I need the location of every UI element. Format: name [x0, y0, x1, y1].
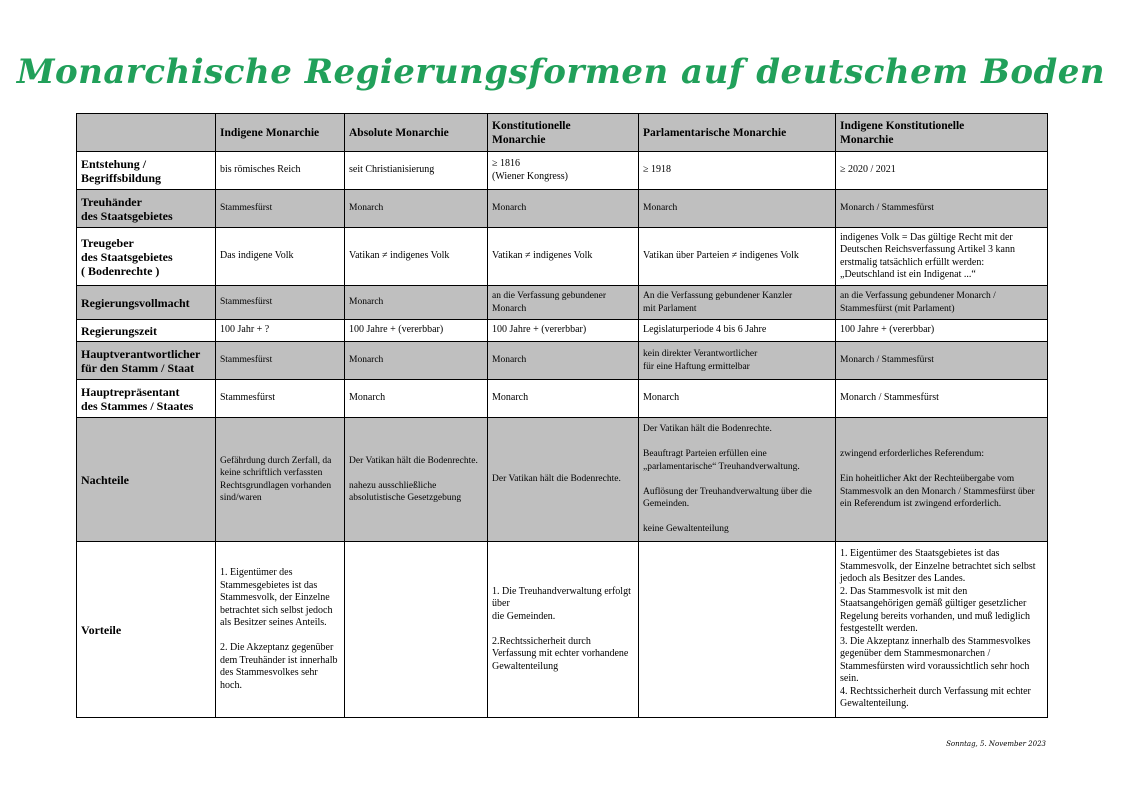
table-row	[77, 342, 1048, 380]
table-cell: Gefährdung durch Zerfall, da keine schriftlich verfassten Rechtsgrundlagen vorhanden sind/waren	[216, 418, 345, 542]
table-cell: 1. Eigentümer des Staatsgebietes ist das Stammesvolk, der Einzelne betrachtet sich selbst jedoch als Besitzer des Landes. 2. Das Stammesvolk ist mit den Staatsangehörigen gemäß gültiger gesetzlicher Regelung bereits vorhanden, und muß lediglich festgestellt werden. 3. Die Akzeptanz innerhalb des Stammesvolkes gegenüber dem Stammesmonarchen / Stammesfürsten wird voraussichtlich sehr hoch sein. 4. Rechtssicherheit durch Verfassung mit echter Gewaltenteilung.	[836, 542, 1048, 718]
table-cell: seit Christianisierung	[345, 152, 488, 190]
table-cell: 100 Jahre + (vererbbar)	[345, 320, 488, 342]
table-row	[77, 152, 1048, 190]
table-cell: Der Vatikan hält die Bodenrechte.	[488, 418, 639, 542]
table-cell: Vatikan ≠ indigenes Volk	[345, 228, 488, 286]
table-cell: 100 Jahre + (vererbbar)	[488, 320, 639, 342]
column-header: Indigene Monarchie	[216, 114, 345, 152]
table-cell: Monarch / Stammesfürst	[836, 380, 1048, 418]
table-header-row	[77, 114, 1048, 152]
row-header: Hauptrepräsentant des Stammes / Staates	[77, 380, 216, 418]
table-cell: Der Vatikan hält die Bodenrechte. Beauftragt Parteien erfüllen eine „parlamentarische“ Treuhandverwaltung. Auflösung der Treuhandverwaltung über die Gemeinden. keine Gewaltenteilung	[639, 418, 836, 542]
table-cell: Stammesfürst	[216, 190, 345, 228]
table-row	[77, 542, 1048, 718]
row-header: Regierungsvollmacht	[77, 286, 216, 320]
table-cell: indigenes Volk = Das gültige Recht mit der Deutschen Reichsverfassung Artikel 3 kann erstmalig tatsächlich erfüllt werden: „Deutschland ist ein Indigenat ...“	[836, 228, 1048, 286]
table-cell: Monarch	[345, 342, 488, 380]
table-cell: Stammesfürst	[216, 342, 345, 380]
table-cell: an die Verfassung gebundener Monarch	[488, 286, 639, 320]
table-cell: Monarch	[345, 190, 488, 228]
table-cell	[345, 542, 488, 718]
column-header: Indigene Konstitutionelle Monarchie	[836, 114, 1048, 152]
row-header: Vorteile	[77, 542, 216, 718]
table-cell: 100 Jahr + ?	[216, 320, 345, 342]
column-header	[77, 114, 216, 152]
table-cell	[639, 542, 836, 718]
table-cell: Das indigene Volk	[216, 228, 345, 286]
table-cell: Monarch	[488, 380, 639, 418]
table-cell: Der Vatikan hält die Bodenrechte. nahezu ausschließliche absolutistische Gesetzgebung	[345, 418, 488, 542]
page-title: Monarchische Regierungsformen auf deutschem Boden	[16, 52, 1106, 92]
table-cell: an die Verfassung gebundener Monarch / Stammesfürst (mit Parlament)	[836, 286, 1048, 320]
row-header: Hauptverantwortlicher für den Stamm / Staat	[77, 342, 216, 380]
table-cell: 1. Eigentümer des Stammesgebietes ist das Stammesvolk, der Einzelne betrachtet sich selbst jedoch als Besitzer seines Anteils. 2. Die Akzeptanz gegenüber dem Treuhänder ist innerhalb des Stammesvolkes sehr hoch.	[216, 542, 345, 718]
table-cell: ≥ 1816 (Wiener Kongress)	[488, 152, 639, 190]
column-header: Konstitutionelle Monarchie	[488, 114, 639, 152]
row-header: Nachteile	[77, 418, 216, 542]
table-row	[77, 286, 1048, 320]
column-header: Parlamentarische Monarchie	[639, 114, 836, 152]
table-cell: Monarch	[488, 342, 639, 380]
table-row	[77, 320, 1048, 342]
table-cell: ≥ 2020 / 2021	[836, 152, 1048, 190]
table-cell: Vatikan über Parteien ≠ indigenes Volk	[639, 228, 836, 286]
table-cell: 1. Die Treuhandverwaltung erfolgt über die Gemeinden. 2.Rechtssicherheit durch Verfassung mit echter vorhandene Gewaltenteilung	[488, 542, 639, 718]
footer-date: Sonntag, 5. November 2023	[946, 740, 1046, 748]
table-cell: bis römisches Reich	[216, 152, 345, 190]
row-header: Treuhänder des Staatsgebietes	[77, 190, 216, 228]
table-cell: Monarch	[639, 190, 836, 228]
table-cell: kein direkter Verantwortlicher für eine Haftung ermittelbar	[639, 342, 836, 380]
table-cell: Monarch	[345, 286, 488, 320]
table-cell: Vatikan ≠ indigenes Volk	[488, 228, 639, 286]
table-row	[77, 190, 1048, 228]
column-header: Absolute Monarchie	[345, 114, 488, 152]
table-cell: Monarch	[345, 380, 488, 418]
table-cell: Stammesfürst	[216, 380, 345, 418]
table-cell: Legislaturperiode 4 bis 6 Jahre	[639, 320, 836, 342]
table-cell: Monarch	[639, 380, 836, 418]
table-cell: zwingend erforderliches Referendum: Ein hoheitlicher Akt der Rechteübergabe vom Stammesvolk an den Monarch / Stammesfürst über ein Referendum ist zwingend erforderlich.	[836, 418, 1048, 542]
table-row	[77, 380, 1048, 418]
row-header: Treugeber des Staatsgebietes ( Bodenrechte )	[77, 228, 216, 286]
table-cell: Monarch	[488, 190, 639, 228]
table-cell: Monarch / Stammesfürst	[836, 342, 1048, 380]
row-header: Regierungszeit	[77, 320, 216, 342]
table-row	[77, 228, 1048, 286]
table-cell: An die Verfassung gebundener Kanzler mit Parlament	[639, 286, 836, 320]
table-cell: ≥ 1918	[639, 152, 836, 190]
table-cell: 100 Jahre + (vererbbar)	[836, 320, 1048, 342]
table-cell: Monarch / Stammesfürst	[836, 190, 1048, 228]
table-cell: Stammesfürst	[216, 286, 345, 320]
comparison-table	[76, 113, 1048, 718]
table-row	[77, 418, 1048, 542]
row-header: Entstehung / Begriffsbildung	[77, 152, 216, 190]
